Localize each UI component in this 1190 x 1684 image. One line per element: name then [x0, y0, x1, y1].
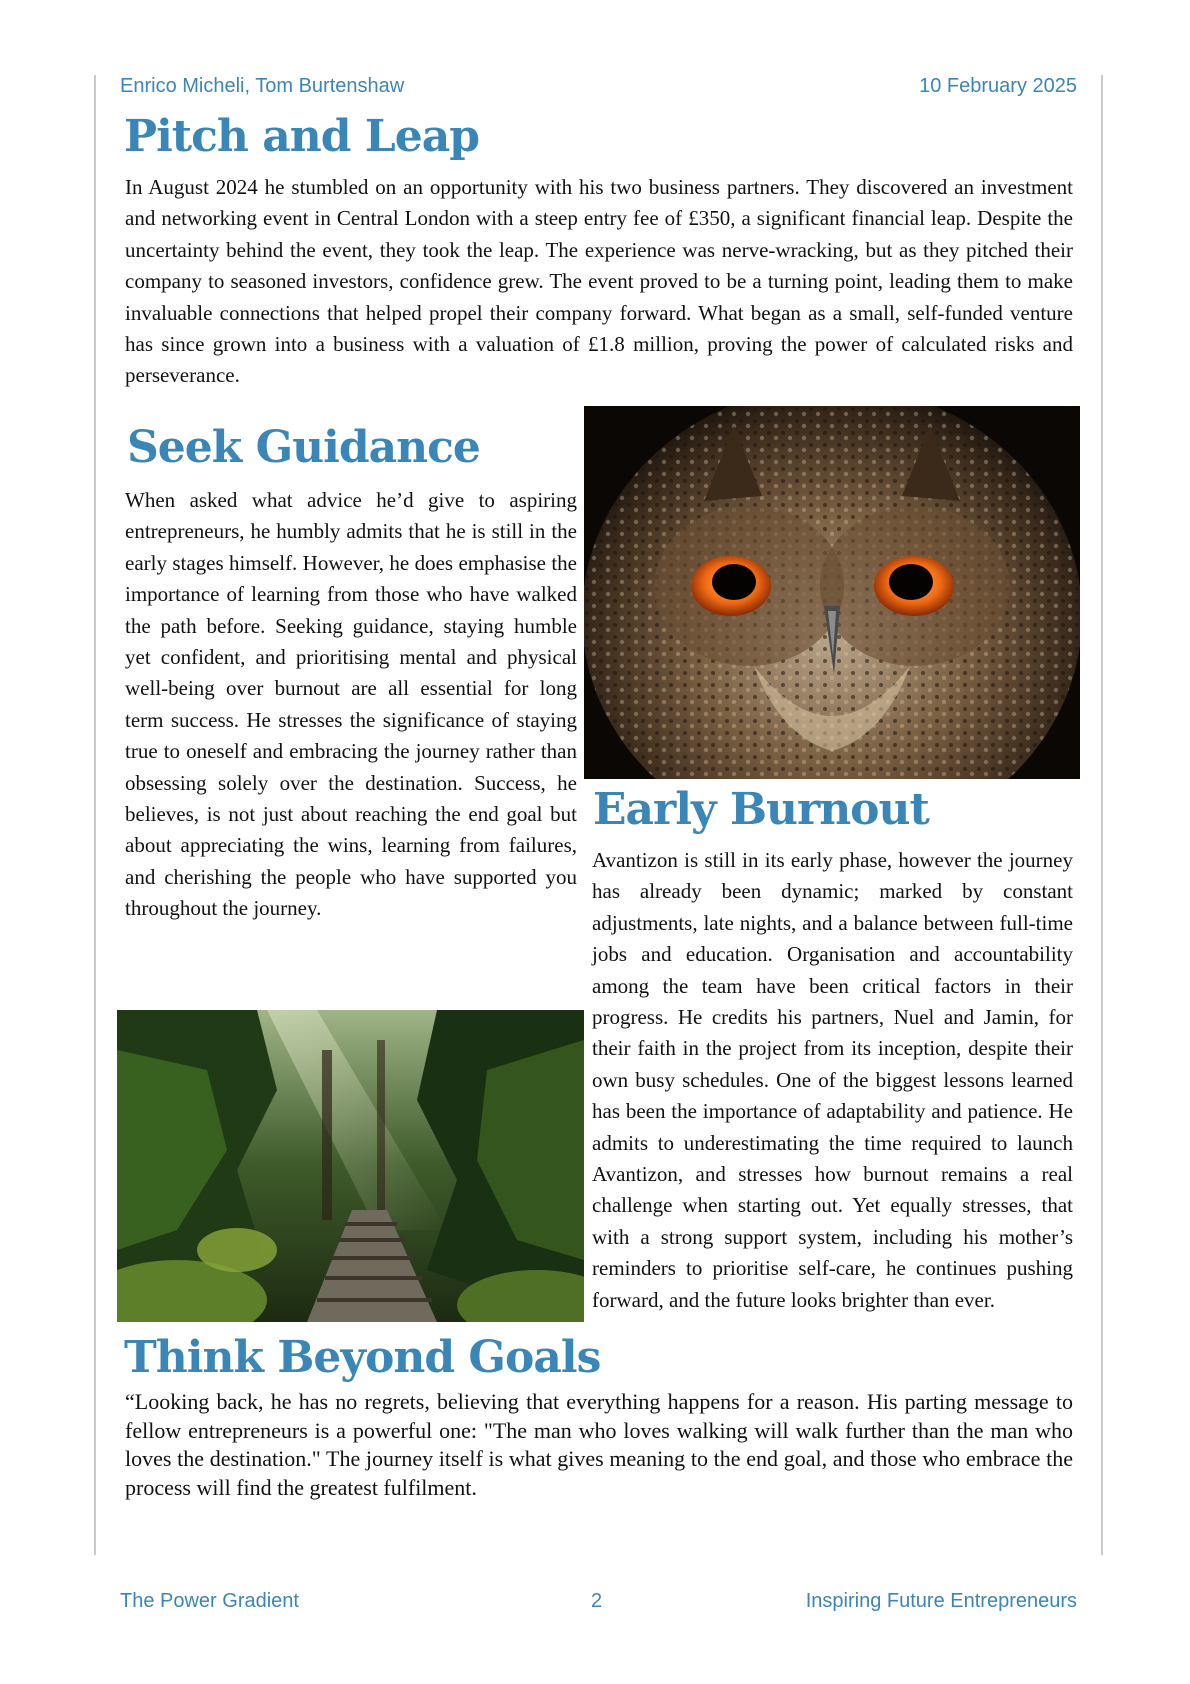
- paragraph-think-beyond-goals: “Looking back, he has no regrets, believing that everything happens for a reason. His parting message to fellow entrepreneurs is a powerful one: "The man who loves walking will walk further than the man who loves the destination." The journey itself is what gives meaning to the end goal, and those who embrace the process will find the greatest fulfilment.: [125, 1389, 1073, 1500]
- header-authors: Enrico Micheli, Tom Burtenshaw: [120, 75, 405, 97]
- heading-pitch-and-leap: Pitch and Leap: [124, 111, 480, 162]
- paragraph-early-burnout: Avantizon is still in its early phase, however the journey has already been dynamic; marked by constant adjustments, late nights, and a balance between full-time jobs and education. Organisation and accountability among the team have been critical factors in their progress. He credits his partners, Nuel and Jamin, for their faith in the project from its inception, despite their own busy schedules. One of the biggest lessons learned has been the importance of adaptability and patience. He admits to underestimating the time required to launch Avantizon, and stresses how burnout remains a real challenge when starting out. Yet equally stresses, that with a strong support system, including his mother’s reminders to prioritise self-care, he continues pushing forward, and the future looks brighter than ever.: [592, 848, 1073, 1312]
- header-date: 10 February 2025: [919, 75, 1077, 97]
- left-margin-rule: [94, 75, 96, 1555]
- heading-think-beyond-goals: Think Beyond Goals: [124, 1332, 601, 1383]
- heading-early-burnout: Early Burnout: [593, 784, 929, 835]
- owl-photo: [584, 406, 1080, 779]
- footer-tagline: Inspiring Future Entrepreneurs: [805, 1590, 1077, 1612]
- paragraph-pitch-and-leap: In August 2024 he stumbled on an opportunity with his two business partners. They discovered an investment and networking event in Central London with a steep entry fee of £350, a significant financial leap. Despite the uncertainty behind the event, they took the leap. The experience was nerve-wracking, but as they pitched their company to seasoned investors, confidence grew. The event proved to be a turning point, leading them to make invaluable connections that helped propel their company forward. What began as a small, self-funded venture has since grown into a business with a valuation of £1.8 million, proving the power of calculated risks and perseverance.: [125, 175, 1073, 388]
- paragraph-seek-guidance: When asked what advice he’d give to aspiring entrepreneurs, he humbly admits that he is still in the early stages himself. However, he does emphasise the importance of learning from those who have walked the path before. Seeking guidance, staying humble yet confident, and prioritising mental and physical well-being over burnout are all essential for long term success. He stresses the significance of staying true to oneself and embracing the journey rather than obsessing solely over the destination. Success, he believes, is not just about reaching the end goal but about appreciating the wins, learning from failures, and cherishing the people who have supported you throughout the journey.: [125, 488, 577, 921]
- heading-seek-guidance: Seek Guidance: [127, 422, 480, 473]
- footer-publication: The Power Gradient: [120, 1590, 299, 1612]
- forest-path-photo: [117, 1010, 584, 1322]
- footer-page-number: 2: [591, 1590, 603, 1612]
- right-margin-rule: [1101, 75, 1103, 1555]
